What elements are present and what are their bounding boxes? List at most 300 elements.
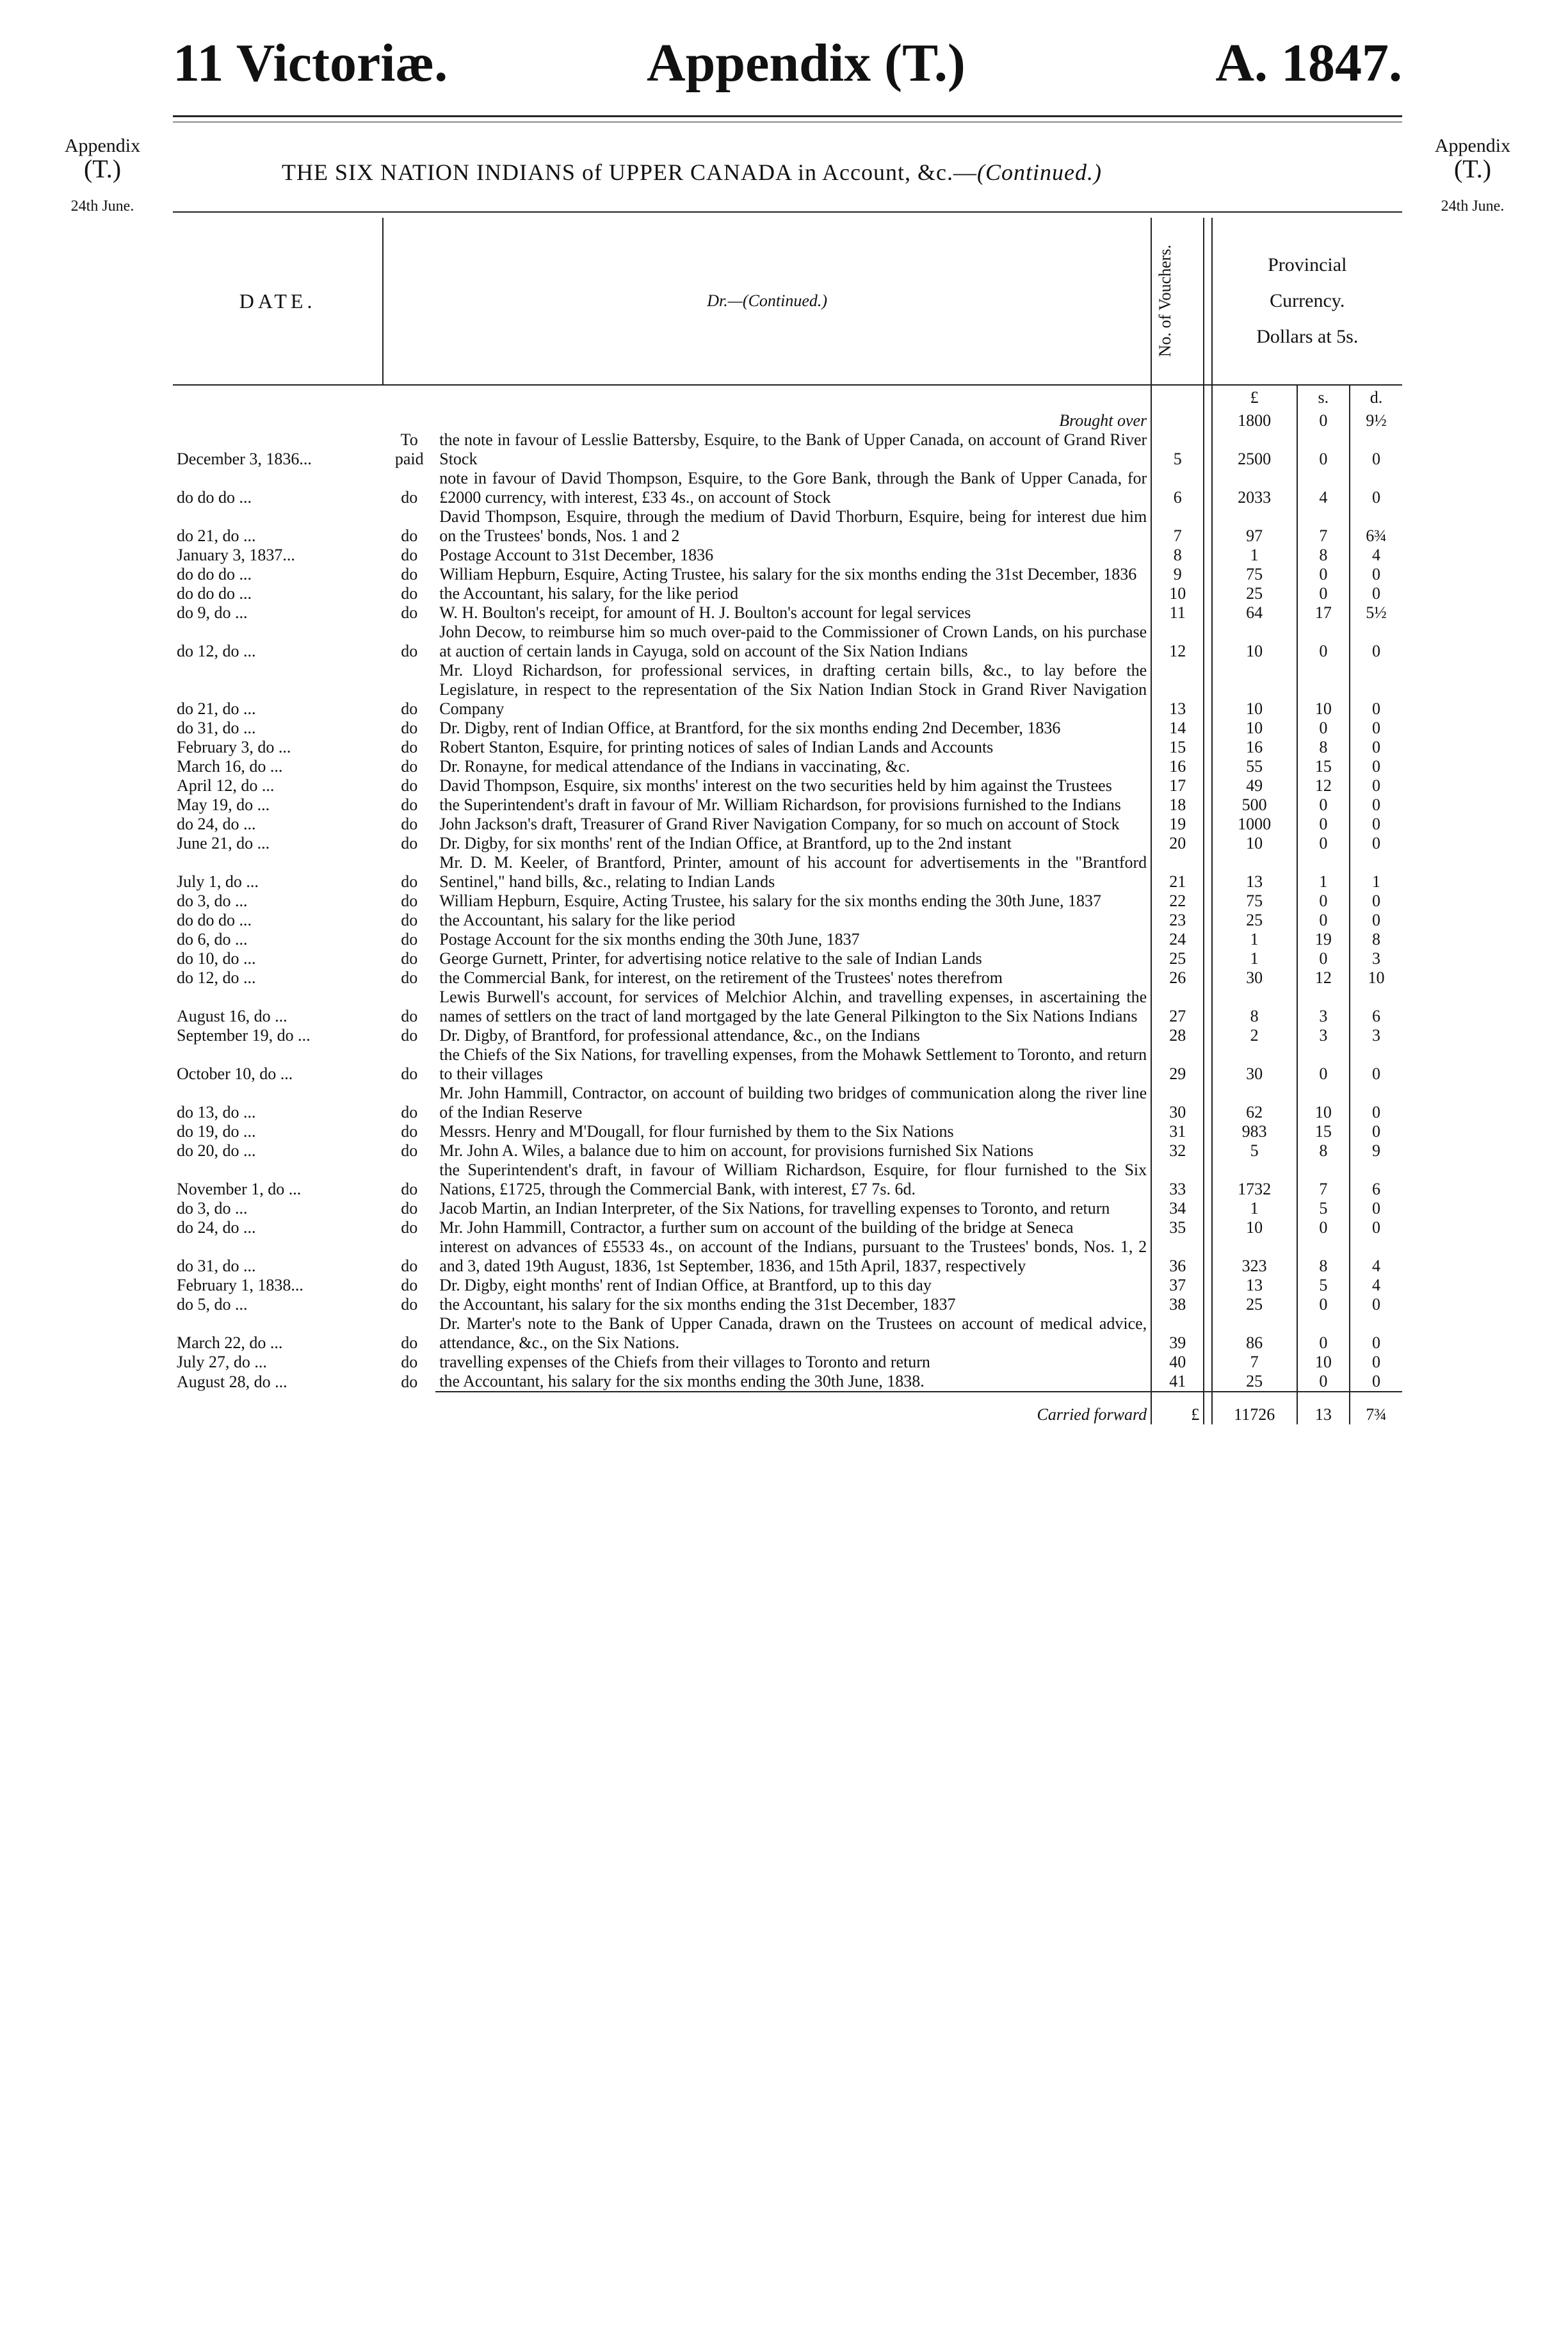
entry-voucher: 31 [1151, 1122, 1204, 1141]
table-row [173, 738, 1402, 757]
entry-description: the note in favour of Lesslie Battersby, Esquire, to the Bank of Upper Canada, on account of Grand River Stock [435, 430, 1151, 469]
entry-shillings: 5 [1297, 1276, 1350, 1295]
entry-shillings: 0 [1297, 623, 1350, 661]
double-rule-cell [1204, 968, 1211, 988]
entry-voucher: 16 [1151, 757, 1204, 776]
entry-pounds: 1 [1212, 546, 1297, 565]
entry-date: August 28, do ... [177, 1373, 287, 1391]
entry-ditto: do [401, 642, 418, 660]
entry-date: March 22, do ... [177, 1333, 283, 1352]
table-row [173, 1372, 1402, 1392]
entry-ditto: do [401, 699, 418, 718]
entry-date: do do do ... [177, 565, 252, 583]
entry-pounds: 7 [1212, 1353, 1297, 1372]
side-note-date: 24th June. [70, 198, 134, 215]
double-rule-cell [1204, 661, 1211, 719]
table-row [173, 1199, 1402, 1218]
double-rule-cell [1204, 1045, 1211, 1084]
double-rule-cell [1204, 603, 1211, 623]
entry-voucher: 11 [1151, 603, 1204, 623]
entry-pence: 0 [1371, 565, 1380, 583]
double-rule-cell [1204, 1161, 1211, 1199]
entry-shillings: 8 [1297, 1237, 1350, 1276]
entry-shillings: 8 [1297, 738, 1350, 757]
entry-ditto: do [401, 968, 418, 987]
table-row [173, 603, 1402, 623]
entry-ditto: do [401, 872, 418, 891]
entry-date: do 24, do ... [177, 815, 256, 833]
entry-voucher: 30 [1151, 1084, 1204, 1122]
entry-shillings: 0 [1297, 1372, 1350, 1392]
entry-description: Jacob Martin, an Indian Interpreter, of the Six Nations, for travelling expenses to Toronto, and return [435, 1199, 1151, 1218]
double-rule-cell [1204, 430, 1211, 469]
entry-shillings: 0 [1297, 815, 1350, 834]
entry-shillings: 1 [1297, 853, 1350, 892]
side-note-appendix: Appendix [64, 135, 141, 156]
entry-voucher: 39 [1151, 1314, 1204, 1353]
table-row [173, 1045, 1402, 1084]
double-rule-cell [1204, 719, 1211, 738]
entry-ditto: do [401, 815, 418, 833]
double-rule-cell [1204, 565, 1211, 584]
entry-date: July 1, do ... [177, 872, 259, 891]
side-note-date: 24th June. [1441, 198, 1505, 215]
entry-description: David Thompson, Esquire, six months' interest on the two securities held by him against the Trustees [435, 776, 1151, 795]
entry-voucher: 27 [1151, 988, 1204, 1026]
entry-pence: 0 [1371, 892, 1380, 910]
entry-pounds: 2033 [1212, 469, 1297, 507]
brought-over-pence: 9½ [1366, 411, 1387, 430]
entry-shillings: 0 [1297, 565, 1350, 584]
entry-shillings: 15 [1297, 1122, 1350, 1141]
entry-shillings: 0 [1297, 430, 1350, 469]
entry-description: the Accountant, his salary for the six months ending the 30th June, 1838. [435, 1372, 1151, 1392]
entry-ditto: do [401, 488, 418, 507]
entry-shillings: 12 [1297, 776, 1350, 795]
entry-pounds: 500 [1212, 795, 1297, 815]
entry-date: November 1, do ... [177, 1180, 302, 1198]
entry-pence: 0 [1371, 1372, 1380, 1390]
entry-description: Robert Stanton, Esquire, for printing notices of sales of Indian Lands and Accounts [435, 738, 1151, 757]
pence-unit: d. [1370, 388, 1383, 407]
entry-voucher: 23 [1151, 911, 1204, 930]
entry-voucher: 24 [1151, 930, 1204, 949]
entry-shillings: 7 [1297, 1161, 1350, 1199]
entry-pounds: 5 [1212, 1141, 1297, 1161]
table-row [173, 1295, 1402, 1314]
entry-ditto: do [401, 1141, 418, 1160]
brought-over-row [173, 407, 1402, 430]
double-rule-cell [1204, 949, 1211, 968]
entry-pence: 0 [1371, 1103, 1380, 1121]
entry-date: do do do ... [177, 584, 252, 603]
table-row [173, 661, 1402, 719]
brought-over-label: Brought over [435, 407, 1151, 430]
entry-description: William Hepburn, Esquire, Acting Trustee, his salary for the six months ending the 30th June, 1837 [435, 892, 1151, 911]
entry-pence: 0 [1371, 699, 1380, 718]
entry-pounds: 10 [1212, 661, 1297, 719]
table-row [173, 911, 1402, 930]
entry-description: Mr. John Hammill, Contractor, a further sum on account of the building of the bridge at Seneca [435, 1218, 1151, 1237]
title-rule [173, 211, 1402, 213]
entry-ditto: do [401, 546, 418, 564]
entry-date: do 9, do ... [177, 603, 248, 622]
entry-date: December 3, 1836... [177, 450, 312, 468]
entry-pence: 1 [1371, 872, 1380, 891]
double-rule-cell [1204, 892, 1211, 911]
entry-ditto: do [401, 526, 418, 545]
table-row [173, 757, 1402, 776]
page-header [173, 26, 1402, 109]
entry-description: the Commercial Bank, for interest, on the retirement of the Trustees' notes therefrom [435, 968, 1151, 988]
title-main: THE SIX NATION INDIANS of UPPER CANADA in Account, &c.— [282, 159, 977, 185]
entry-date: do 31, do ... [177, 1257, 256, 1275]
entry-description: note in favour of David Thompson, Esquire, to the Gore Bank, through the Bank of Upper Canada, for £2000 currency, with interest, £33 4s., on account of Stock [435, 469, 1151, 507]
entry-shillings: 0 [1297, 949, 1350, 968]
entry-ditto: do [401, 776, 418, 795]
double-rule-cell [1204, 738, 1211, 757]
entry-voucher: 33 [1151, 1161, 1204, 1199]
table-row [173, 815, 1402, 834]
entry-description: Dr. Digby, of Brantford, for professional attendance, &c., on the Indians [435, 1026, 1151, 1045]
entry-pence: 0 [1371, 1122, 1380, 1141]
side-note-appendix: Appendix [1434, 135, 1511, 156]
double-rule-cell [1204, 911, 1211, 930]
table-row [173, 584, 1402, 603]
side-note-right [1409, 134, 1537, 218]
carried-forward-pounds: 11726 [1212, 1392, 1297, 1424]
entry-voucher: 13 [1151, 661, 1204, 719]
entry-date: do 3, do ... [177, 892, 248, 910]
entry-voucher: 10 [1151, 584, 1204, 603]
double-rule-cell [1204, 1141, 1211, 1161]
shilling-unit: s. [1297, 385, 1350, 407]
entry-voucher: 14 [1151, 719, 1204, 738]
entry-description: John Decow, to reimburse him so much over-paid to the Commissioner of Crown Lands, on his purchase at auction of certain lands in Cayuga, sold on account of the Six Nation Indians [435, 623, 1151, 661]
entry-pence: 0 [1371, 450, 1380, 468]
entry-date: do 10, do ... [177, 949, 256, 968]
entry-pence: 5½ [1366, 603, 1387, 622]
table-row [173, 1141, 1402, 1161]
entry-description: the Accountant, his salary for the like period [435, 911, 1151, 930]
entry-voucher: 19 [1151, 815, 1204, 834]
entry-pence: 8 [1371, 930, 1380, 949]
table-row [173, 930, 1402, 949]
entry-pounds: 75 [1212, 892, 1297, 911]
table-row [173, 469, 1402, 507]
entry-ditto: do [401, 565, 418, 583]
entry-date: do 21, do ... [177, 699, 256, 718]
double-rule-cell [1204, 546, 1211, 565]
table-row [173, 968, 1402, 988]
title-continued: (Continued.) [976, 159, 1102, 185]
entry-shillings: 8 [1297, 546, 1350, 565]
entry-date: do do do ... [177, 488, 252, 507]
account-title [282, 159, 1281, 186]
double-rule-cell [1204, 584, 1211, 603]
entry-description: Dr. Marter's note to the Bank of Upper Canada, drawn on the Trustees on account of medical advice, attendance, &c., on the Six Nations. [435, 1314, 1151, 1353]
pound-unit: £ [1212, 385, 1297, 407]
entry-shillings: 12 [1297, 968, 1350, 988]
unit-row [173, 385, 1402, 407]
entry-description: Dr. Digby, rent of Indian Office, at Brantford, for the six months ending 2nd December, 1836 [435, 719, 1151, 738]
entry-pence: 0 [1371, 911, 1380, 929]
entry-pence: 0 [1371, 488, 1380, 507]
currency-line1: Provincial [1268, 254, 1347, 275]
entry-ditto: do [401, 1257, 418, 1275]
entry-date: August 16, do ... [177, 1007, 287, 1025]
table-header [173, 218, 1402, 385]
entry-description: the Accountant, his salary for the six months ending the 31st December, 1837 [435, 1295, 1151, 1314]
entry-shillings: 0 [1297, 834, 1350, 853]
entry-pence: 3 [1371, 1026, 1380, 1045]
double-rule-cell [1204, 1218, 1211, 1237]
entry-ditto: do [401, 911, 418, 929]
carried-forward-row [173, 1392, 1402, 1424]
entry-pounds: 10 [1212, 623, 1297, 661]
entry-ditto: do [401, 719, 418, 737]
entry-shillings: 10 [1297, 661, 1350, 719]
entry-date: do 24, do ... [177, 1218, 256, 1237]
entry-date: October 10, do ... [177, 1064, 293, 1083]
double-rule-cell [1204, 1122, 1211, 1141]
table-row [173, 1084, 1402, 1122]
double-rule-cell [1204, 757, 1211, 776]
entry-voucher: 18 [1151, 795, 1204, 815]
entry-pence: 0 [1371, 738, 1380, 756]
entry-shillings: 0 [1297, 1314, 1350, 1353]
entry-pence: 0 [1371, 1064, 1380, 1083]
entry-ditto: do [401, 1353, 418, 1371]
entry-pence: 0 [1371, 584, 1380, 603]
entry-date: do do do ... [177, 911, 252, 929]
currency-line2: Currency. [1270, 290, 1345, 311]
entry-date: do 21, do ... [177, 526, 256, 545]
entry-shillings: 0 [1297, 1295, 1350, 1314]
entry-date: July 27, do ... [177, 1353, 267, 1371]
entry-ditto: do [401, 892, 418, 910]
vouchers-header [1151, 218, 1204, 385]
double-rule-cell [1204, 853, 1211, 892]
brought-over-shillings: 0 [1297, 407, 1350, 430]
double-rule-cell [1204, 1026, 1211, 1045]
dollars-line: Dollars at 5s. [1256, 326, 1359, 347]
entry-description: Lewis Burwell's account, for services of Melchior Alchin, and travelling expenses, in ascertaining the names of settlers on the tract of land mortgaged by the late General Pilkington to the Six Nations Indians [435, 988, 1151, 1026]
entry-pounds: 25 [1212, 1372, 1297, 1392]
entry-shillings: 7 [1297, 507, 1350, 546]
entry-shillings: 17 [1297, 603, 1350, 623]
double-rule-cell [1204, 1237, 1211, 1276]
entry-pounds: 1 [1212, 930, 1297, 949]
entry-description: Mr. Lloyd Richardson, for professional services, in drafting certain bills, &c., to lay before the Legislature, in respect to the representation of the Six Nation Indian Stock in Grand River Navigation Company [435, 661, 1151, 719]
entry-description: interest on advances of £5533 4s., on account of the Indians, pursuant to the Trustees' bonds, Nos. 1, 2 and 3, dated 19th August, 1836, 1st September, 1836, and 15th April, 1837, respectively [435, 1237, 1151, 1276]
entry-pence: 10 [1368, 968, 1385, 987]
entry-ditto: do [401, 1218, 418, 1237]
entry-description: the Chiefs of the Six Nations, for travelling expenses, from the Mohawk Settlement to Toronto, and return to their villages [435, 1045, 1151, 1084]
brought-over-pounds: 1800 [1212, 407, 1297, 430]
double-rule-cell [1204, 815, 1211, 834]
entry-pounds: 62 [1212, 1084, 1297, 1122]
entry-voucher: 8 [1151, 546, 1204, 565]
entry-voucher: 22 [1151, 892, 1204, 911]
entry-ditto: do [401, 1199, 418, 1218]
entry-description: the Superintendent's draft in favour of Mr. William Richardson, for provisions furnished to the Indians [435, 795, 1151, 815]
entry-pounds: 49 [1212, 776, 1297, 795]
double-rule-cell [1204, 507, 1211, 546]
entry-pence: 0 [1371, 815, 1380, 833]
carried-forward-pound-sign: £ [1151, 1392, 1204, 1424]
entry-description: W. H. Boulton's receipt, for amount of H. J. Boulton's account for legal services [435, 603, 1151, 623]
entry-ditto: do [401, 949, 418, 968]
ledger-table [173, 218, 1402, 1424]
table-row [173, 623, 1402, 661]
entry-description: Postage Account for the six months ending the 30th June, 1837 [435, 930, 1151, 949]
table-row [173, 1237, 1402, 1276]
double-rule-cell [1204, 930, 1211, 949]
entry-shillings: 3 [1297, 1026, 1350, 1045]
entry-pounds: 16 [1212, 738, 1297, 757]
entry-ditto: do [401, 1026, 418, 1045]
entry-pence: 0 [1371, 1353, 1380, 1371]
entry-pounds: 13 [1212, 853, 1297, 892]
table-row [173, 853, 1402, 892]
entry-shillings: 0 [1297, 1218, 1350, 1237]
entry-voucher: 26 [1151, 968, 1204, 988]
entry-pounds: 13 [1212, 1276, 1297, 1295]
carried-forward-pence: 7¾ [1350, 1392, 1402, 1424]
table-row [173, 1122, 1402, 1141]
entry-pence: 4 [1371, 1276, 1380, 1294]
table-row [173, 949, 1402, 968]
entry-description: Messrs. Henry and M'Dougall, for flour furnished by them to the Six Nations [435, 1122, 1151, 1141]
table-row [173, 1314, 1402, 1353]
table-row [173, 1276, 1402, 1295]
table-row [173, 892, 1402, 911]
entry-pounds: 983 [1212, 1122, 1297, 1141]
entry-ditto: do [401, 795, 418, 814]
entry-pence: 9 [1371, 1141, 1380, 1160]
side-note-letter: (T.) [83, 154, 122, 183]
entry-voucher: 12 [1151, 623, 1204, 661]
table-row [173, 834, 1402, 853]
entry-date: do 20, do ... [177, 1141, 256, 1160]
entry-pounds: 64 [1212, 603, 1297, 623]
entry-description: Mr. John A. Wiles, a balance due to him on account, for provisions furnished Six Nations [435, 1141, 1151, 1161]
double-rule-cell [1204, 1084, 1211, 1122]
entry-date: do 12, do ... [177, 968, 256, 987]
entry-pence: 0 [1371, 1295, 1380, 1314]
entry-pounds: 2 [1212, 1026, 1297, 1045]
entry-description: travelling expenses of the Chiefs from their villages to Toronto and return [435, 1353, 1151, 1372]
entry-voucher: 9 [1151, 565, 1204, 584]
entry-voucher: 29 [1151, 1045, 1204, 1084]
entry-voucher: 36 [1151, 1237, 1204, 1276]
table-row [173, 776, 1402, 795]
entry-voucher: 37 [1151, 1276, 1204, 1295]
entry-ditto: do [401, 834, 418, 852]
entry-description: Dr. Ronayne, for medical attendance of the Indians in vaccinating, &c. [435, 757, 1151, 776]
entry-pounds: 75 [1212, 565, 1297, 584]
entry-voucher: 5 [1151, 430, 1204, 469]
entry-date: February 3, do ... [177, 738, 291, 756]
double-rule-cell [1204, 469, 1211, 507]
table-row [173, 1218, 1402, 1237]
double-rule-cell [1204, 795, 1211, 815]
entry-shillings: 5 [1297, 1199, 1350, 1218]
entry-pence: 0 [1371, 1333, 1380, 1352]
entry-voucher: 20 [1151, 834, 1204, 853]
double-rule-cell [1204, 1353, 1211, 1372]
entry-date: do 12, do ... [177, 642, 256, 660]
entry-description: Postage Account to 31st December, 1836 [435, 546, 1151, 565]
entry-ditto: do [401, 1276, 418, 1294]
entry-ditto: do [401, 1064, 418, 1083]
entry-date: do 31, do ... [177, 719, 256, 737]
double-rule-cell [1204, 1314, 1211, 1353]
entry-shillings: 0 [1297, 719, 1350, 738]
entry-description: William Hepburn, Esquire, Acting Trustee, his salary for the six months ending the 31st December, 1836 [435, 565, 1151, 584]
entry-pounds: 55 [1212, 757, 1297, 776]
entry-shillings: 0 [1297, 911, 1350, 930]
entry-date: do 5, do ... [177, 1295, 248, 1314]
double-rule-cell [1204, 623, 1211, 661]
entry-ditto: To paid [394, 430, 424, 468]
header-rule [173, 115, 1402, 117]
entry-voucher: 17 [1151, 776, 1204, 795]
entry-date: do 6, do ... [177, 930, 248, 949]
entry-pounds: 97 [1212, 507, 1297, 546]
double-rule-cell [1204, 988, 1211, 1026]
double-rule-cell [1204, 834, 1211, 853]
entry-ditto: do [401, 738, 418, 756]
entry-date: September 19, do ... [177, 1026, 311, 1045]
entry-date: February 1, 1838... [177, 1276, 303, 1294]
entry-date: do 13, do ... [177, 1103, 256, 1121]
table-row [173, 565, 1402, 584]
entry-pounds: 10 [1212, 834, 1297, 853]
entry-shillings: 15 [1297, 757, 1350, 776]
entry-voucher: 6 [1151, 469, 1204, 507]
table-row [173, 430, 1402, 469]
entry-pence: 6 [1371, 1180, 1380, 1198]
entry-pence: 0 [1371, 776, 1380, 795]
entry-pence: 0 [1371, 642, 1380, 660]
entry-voucher: 7 [1151, 507, 1204, 546]
entry-date: March 16, do ... [177, 757, 283, 776]
entry-pence: 6¾ [1366, 526, 1387, 545]
carried-forward-shillings: 13 [1297, 1392, 1350, 1424]
table-row [173, 546, 1402, 565]
entry-date: do 3, do ... [177, 1199, 248, 1218]
entry-description: Mr. D. M. Keeler, of Brantford, Printer, amount of his account for advertisements in the "Brantford Sentinel," hand bills, &c., relating to Indian Lands [435, 853, 1151, 892]
entry-description: Mr. John Hammill, Contractor, on account of building two bridges of communication along the river line of the Indian Reserve [435, 1084, 1151, 1122]
entry-pounds: 10 [1212, 719, 1297, 738]
entry-pounds: 25 [1212, 1295, 1297, 1314]
entry-shillings: 10 [1297, 1084, 1350, 1122]
double-rule-cell [1204, 1372, 1211, 1392]
side-note-letter: (T.) [1453, 154, 1492, 183]
table-row [173, 507, 1402, 546]
side-note-left [38, 134, 166, 218]
double-rule [1204, 218, 1211, 385]
entry-date: April 12, do ... [177, 776, 275, 795]
entry-description: John Jackson's draft, Treasurer of Grand River Navigation Company, for so much on account of Stock [435, 815, 1151, 834]
carried-forward-label: Carried forward [435, 1392, 1151, 1424]
entry-pounds: 86 [1212, 1314, 1297, 1353]
entry-pounds: 1 [1212, 1199, 1297, 1218]
entry-shillings: 4 [1297, 469, 1350, 507]
entry-voucher: 38 [1151, 1295, 1204, 1314]
